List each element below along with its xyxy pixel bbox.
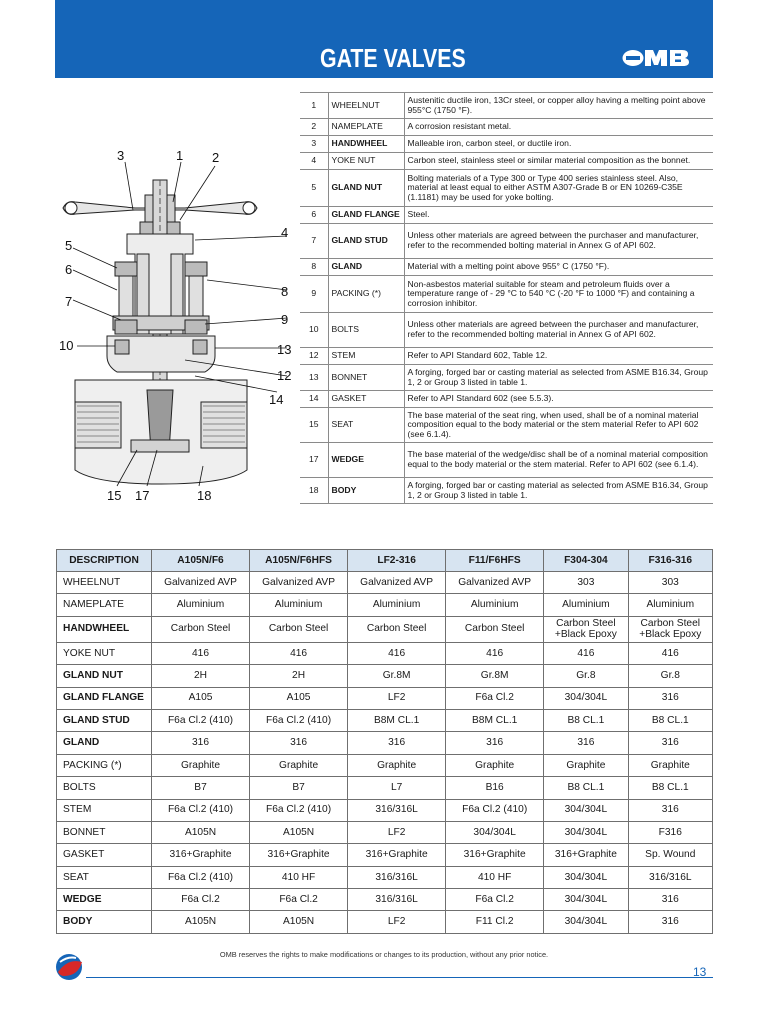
material-cell: 304/304L bbox=[544, 799, 628, 821]
row-description: NAMEPLATE bbox=[57, 594, 152, 616]
component-row bbox=[300, 478, 713, 504]
row-description: BODY bbox=[57, 911, 152, 933]
component-description: Steel. bbox=[404, 207, 713, 224]
material-cell: LF2 bbox=[348, 687, 446, 709]
material-cell: 316 bbox=[628, 889, 712, 911]
material-cell: L7 bbox=[348, 777, 446, 799]
row-description: WHEELNUT bbox=[57, 572, 152, 594]
table-row bbox=[57, 866, 713, 888]
material-cell: Graphite bbox=[152, 754, 250, 776]
material-cell: Sp. Wound bbox=[628, 844, 712, 866]
component-row bbox=[300, 259, 713, 276]
material-cell: A105N bbox=[250, 821, 348, 843]
material-cell: Gr.8 bbox=[628, 665, 712, 687]
component-name: WEDGE bbox=[328, 443, 404, 478]
material-cell: Aluminium bbox=[152, 594, 250, 616]
footer-divider bbox=[86, 977, 713, 978]
material-cell: 304/304L bbox=[544, 911, 628, 933]
component-row bbox=[300, 365, 713, 391]
material-cell: Galvanized AVP bbox=[250, 572, 348, 594]
material-cell: 316/316L bbox=[348, 889, 446, 911]
component-row bbox=[300, 136, 713, 153]
component-row bbox=[300, 443, 713, 478]
component-name: WHEELNUT bbox=[328, 93, 404, 119]
material-cell: 316 bbox=[628, 687, 712, 709]
material-cell: 316+Graphite bbox=[446, 844, 544, 866]
page-title: GATE VALVES bbox=[320, 43, 466, 73]
component-name: HANDWHEEL bbox=[328, 136, 404, 153]
component-description: Material with a melting point above 955° C (1750 °F). bbox=[404, 259, 713, 276]
component-description: Austenitic ductile iron, 13Cr steel, or copper alloy having a melting point above 955°C (1750 °F). bbox=[404, 93, 713, 119]
column-header: A105N/F6HFS bbox=[250, 550, 348, 572]
material-cell: 2H bbox=[250, 665, 348, 687]
component-name: BONNET bbox=[328, 365, 404, 391]
table-row bbox=[57, 594, 713, 616]
column-header: DESCRIPTION bbox=[57, 550, 152, 572]
material-cell: Galvanized AVP bbox=[348, 572, 446, 594]
table-row bbox=[57, 665, 713, 687]
component-number: 15 bbox=[300, 408, 328, 443]
material-cell: 416 bbox=[446, 642, 544, 664]
table-row bbox=[57, 709, 713, 731]
material-cell: Carbon Steel bbox=[446, 616, 544, 642]
row-description: WEDGE bbox=[57, 889, 152, 911]
callout-6: 6 bbox=[65, 262, 73, 277]
material-cell: Graphite bbox=[544, 754, 628, 776]
component-name: BOLTS bbox=[328, 313, 404, 348]
material-cell: 416 bbox=[152, 642, 250, 664]
material-cell: B8 CL.1 bbox=[544, 709, 628, 731]
component-number: 10 bbox=[300, 313, 328, 348]
gate-valve-drawing bbox=[55, 140, 300, 510]
row-description: GLAND FLANGE bbox=[57, 687, 152, 709]
material-cell: F6a Cl.2 (410) bbox=[250, 799, 348, 821]
material-cell: 316 bbox=[446, 732, 544, 754]
material-cell: 2H bbox=[152, 665, 250, 687]
row-description: SEAT bbox=[57, 866, 152, 888]
row-description: GLAND NUT bbox=[57, 665, 152, 687]
material-cell: 316 bbox=[628, 911, 712, 933]
component-description: Malleable iron, carbon steel, or ductile iron. bbox=[404, 136, 713, 153]
material-cell: 316/316L bbox=[628, 866, 712, 888]
component-row bbox=[300, 93, 713, 119]
material-cell: F6a Cl.2 bbox=[152, 889, 250, 911]
material-cell: LF2 bbox=[348, 821, 446, 843]
material-cell: 416 bbox=[348, 642, 446, 664]
component-name: GASKET bbox=[328, 391, 404, 408]
table-row bbox=[57, 642, 713, 664]
material-cell: Carbon Steel +Black Epoxy bbox=[544, 616, 628, 642]
material-cell: 410 HF bbox=[446, 866, 544, 888]
material-cell: LF2 bbox=[348, 911, 446, 933]
row-description: GASKET bbox=[57, 844, 152, 866]
component-row bbox=[300, 224, 713, 259]
column-header: F11/F6HFS bbox=[446, 550, 544, 572]
material-cell: 316 bbox=[348, 732, 446, 754]
material-cell: F6a Cl.2 (410) bbox=[250, 709, 348, 731]
component-number: 13 bbox=[300, 365, 328, 391]
component-number: 2 bbox=[300, 119, 328, 136]
material-cell: B8M CL.1 bbox=[348, 709, 446, 731]
row-description: STEM bbox=[57, 799, 152, 821]
component-description: Non-asbestos material suitable for steam and petroleum fluids over a temperature range of - 29 °C to 540 °C (-20 °F to 1000 °F) and containing a corrosion inhibitor. bbox=[404, 276, 713, 313]
component-name: NAMEPLATE bbox=[328, 119, 404, 136]
material-cell: Carbon Steel +Black Epoxy bbox=[628, 616, 712, 642]
row-description: BONNET bbox=[57, 821, 152, 843]
column-header: LF2-316 bbox=[348, 550, 446, 572]
row-description: YOKE NUT bbox=[57, 642, 152, 664]
table-row bbox=[57, 572, 713, 594]
component-row bbox=[300, 313, 713, 348]
column-header: F316-316 bbox=[628, 550, 712, 572]
material-cell: Galvanized AVP bbox=[446, 572, 544, 594]
material-cell: 316+Graphite bbox=[544, 844, 628, 866]
component-row bbox=[300, 170, 713, 207]
material-cell: Aluminium bbox=[446, 594, 544, 616]
callout-8: 8 bbox=[281, 284, 289, 299]
material-cell: 304/304L bbox=[446, 821, 544, 843]
component-name: GLAND STUD bbox=[328, 224, 404, 259]
material-cell: 316/316L bbox=[348, 866, 446, 888]
component-description: A corrosion resistant metal. bbox=[404, 119, 713, 136]
material-cell: 316+Graphite bbox=[152, 844, 250, 866]
omb-logo bbox=[622, 47, 692, 69]
component-description: A forging, forged bar or casting material as selected from ASME B16.34, Group 1, 2 or Group 3 listed in table 1. bbox=[404, 478, 713, 504]
materials-table bbox=[56, 549, 713, 934]
table-row bbox=[57, 911, 713, 933]
component-description: Refer to API Standard 602, Table 12. bbox=[404, 348, 713, 365]
material-cell: F6a Cl.2 bbox=[446, 687, 544, 709]
material-cell: 304/304L bbox=[544, 687, 628, 709]
row-description: PACKING (*) bbox=[57, 754, 152, 776]
component-row bbox=[300, 276, 713, 313]
component-number: 14 bbox=[300, 391, 328, 408]
components-table bbox=[300, 92, 713, 504]
component-description: The base material of the wedge/disc shall be of a nominal material composition equal to the body material or the stem material. Refer to API 602 (see 6.1.4). bbox=[404, 443, 713, 478]
callout-7: 7 bbox=[65, 294, 73, 309]
callout-17: 17 bbox=[135, 488, 150, 503]
component-description: Refer to API Standard 602 (see 5.5.3). bbox=[404, 391, 713, 408]
material-cell: 416 bbox=[628, 642, 712, 664]
callout-4: 4 bbox=[281, 225, 289, 240]
component-name: GLAND NUT bbox=[328, 170, 404, 207]
material-cell: 304/304L bbox=[544, 821, 628, 843]
component-name: YOKE NUT bbox=[328, 153, 404, 170]
component-row bbox=[300, 391, 713, 408]
callout-1: 1 bbox=[176, 148, 184, 163]
material-cell: Aluminium bbox=[544, 594, 628, 616]
component-number: 1 bbox=[300, 93, 328, 119]
material-cell: A105N bbox=[152, 911, 250, 933]
material-cell: Gr.8 bbox=[544, 665, 628, 687]
material-cell: Aluminium bbox=[348, 594, 446, 616]
material-cell: 316 bbox=[152, 732, 250, 754]
material-cell: Carbon Steel bbox=[348, 616, 446, 642]
material-cell: A105 bbox=[250, 687, 348, 709]
component-row bbox=[300, 348, 713, 365]
component-number: 7 bbox=[300, 224, 328, 259]
material-cell: 416 bbox=[544, 642, 628, 664]
component-number: 4 bbox=[300, 153, 328, 170]
component-number: 17 bbox=[300, 443, 328, 478]
material-cell: Carbon Steel bbox=[152, 616, 250, 642]
material-cell: 316+Graphite bbox=[250, 844, 348, 866]
material-cell: F6a Cl.2 (410) bbox=[446, 799, 544, 821]
column-header: F304-304 bbox=[544, 550, 628, 572]
component-description: Carbon steel, stainless steel or similar material composition as the bonnet. bbox=[404, 153, 713, 170]
row-description: GLAND STUD bbox=[57, 709, 152, 731]
column-header: A105N/F6 bbox=[152, 550, 250, 572]
table-row bbox=[57, 777, 713, 799]
material-cell: Graphite bbox=[628, 754, 712, 776]
material-cell: B7 bbox=[250, 777, 348, 799]
material-cell: F11 Cl.2 bbox=[446, 911, 544, 933]
component-name: GLAND FLANGE bbox=[328, 207, 404, 224]
component-number: 5 bbox=[300, 170, 328, 207]
row-description: BOLTS bbox=[57, 777, 152, 799]
material-cell: B8 CL.1 bbox=[628, 709, 712, 731]
component-number: 18 bbox=[300, 478, 328, 504]
material-cell: 416 bbox=[250, 642, 348, 664]
material-cell: F6a Cl.2 (410) bbox=[152, 799, 250, 821]
material-cell: F6a Cl.2 bbox=[250, 889, 348, 911]
table-row bbox=[57, 687, 713, 709]
component-number: 12 bbox=[300, 348, 328, 365]
component-row bbox=[300, 207, 713, 224]
component-number: 3 bbox=[300, 136, 328, 153]
component-row bbox=[300, 408, 713, 443]
table-row bbox=[57, 799, 713, 821]
material-cell: A105 bbox=[152, 687, 250, 709]
component-name: BODY bbox=[328, 478, 404, 504]
material-cell: B8M CL.1 bbox=[446, 709, 544, 731]
component-description: The base material of the seat ring, when used, shall be of a nominal material composition equal to the body material or the stem material Refer to API 602 (see 6.1.4). bbox=[404, 408, 713, 443]
component-name: STEM bbox=[328, 348, 404, 365]
material-cell: Aluminium bbox=[628, 594, 712, 616]
callout-5: 5 bbox=[65, 238, 73, 253]
component-row bbox=[300, 119, 713, 136]
material-cell: 303 bbox=[628, 572, 712, 594]
material-cell: F6a Cl.2 (410) bbox=[152, 866, 250, 888]
component-name: SEAT bbox=[328, 408, 404, 443]
table-row bbox=[57, 616, 713, 642]
material-cell: 316+Graphite bbox=[348, 844, 446, 866]
material-cell: Graphite bbox=[250, 754, 348, 776]
material-cell: 316 bbox=[544, 732, 628, 754]
component-number: 9 bbox=[300, 276, 328, 313]
callout-12: 12 bbox=[277, 368, 292, 383]
row-description: HANDWHEEL bbox=[57, 616, 152, 642]
material-cell: B8 CL.1 bbox=[544, 777, 628, 799]
table-row bbox=[57, 821, 713, 843]
material-cell: 303 bbox=[544, 572, 628, 594]
material-cell: Graphite bbox=[446, 754, 544, 776]
material-cell: Carbon Steel bbox=[250, 616, 348, 642]
component-description: Unless other materials are agreed between the purchaser and manufacturer, refer to the recommended bolting material in Annex G of API 602. bbox=[404, 313, 713, 348]
material-cell: F6a Cl.2 (410) bbox=[152, 709, 250, 731]
component-description: A forging, forged bar or casting material as selected from ASME B16.34, Group 1, 2 or Group 3 listed in table 1. bbox=[404, 365, 713, 391]
callout-10: 10 bbox=[59, 338, 74, 353]
material-cell: A105N bbox=[250, 911, 348, 933]
material-cell: Gr.8M bbox=[446, 665, 544, 687]
material-cell: F6a Cl.2 bbox=[446, 889, 544, 911]
table-row bbox=[57, 889, 713, 911]
table-row bbox=[57, 844, 713, 866]
material-cell: 316 bbox=[628, 799, 712, 821]
callout-2: 2 bbox=[212, 150, 220, 165]
material-cell: 304/304L bbox=[544, 866, 628, 888]
footer-disclaimer: OMB reserves the rights to make modifications or changes to its production, without any prior notice. bbox=[219, 950, 549, 959]
material-cell: 316 bbox=[628, 732, 712, 754]
component-name: GLAND bbox=[328, 259, 404, 276]
material-cell: B7 bbox=[152, 777, 250, 799]
component-name: PACKING (*) bbox=[328, 276, 404, 313]
table-row bbox=[57, 732, 713, 754]
material-cell: 304/304L bbox=[544, 889, 628, 911]
material-cell: B16 bbox=[446, 777, 544, 799]
component-description: Bolting materials of a Type 300 or Type 400 series stainless steel. Also, material at least equal to either ASTM A307-Grade B or EN 10269-C35E (1.1181) may be used for yoke bolting. bbox=[404, 170, 713, 207]
component-number: 6 bbox=[300, 207, 328, 224]
material-cell: Aluminium bbox=[250, 594, 348, 616]
table-row bbox=[57, 754, 713, 776]
material-cell: F316 bbox=[628, 821, 712, 843]
row-description: GLAND bbox=[57, 732, 152, 754]
material-cell: 316 bbox=[250, 732, 348, 754]
material-cell: B8 CL.1 bbox=[628, 777, 712, 799]
material-cell: Gr.8M bbox=[348, 665, 446, 687]
callout-13: 13 bbox=[277, 342, 292, 357]
callout-3: 3 bbox=[117, 148, 125, 163]
material-cell: 316/316L bbox=[348, 799, 446, 821]
callout-18: 18 bbox=[197, 488, 212, 503]
page-number: 13 bbox=[693, 965, 707, 979]
material-cell: A105N bbox=[152, 821, 250, 843]
material-cell: 410 HF bbox=[250, 866, 348, 888]
component-number: 8 bbox=[300, 259, 328, 276]
callout-14: 14 bbox=[269, 392, 284, 407]
material-cell: Graphite bbox=[348, 754, 446, 776]
material-cell: Galvanized AVP bbox=[152, 572, 250, 594]
component-description: Unless other materials are agreed between the purchaser and manufacturer, refer to the recommended bolting material in Annex G of API 602. bbox=[404, 224, 713, 259]
callout-15: 15 bbox=[107, 488, 122, 503]
component-row bbox=[300, 153, 713, 170]
callout-9: 9 bbox=[281, 312, 289, 327]
